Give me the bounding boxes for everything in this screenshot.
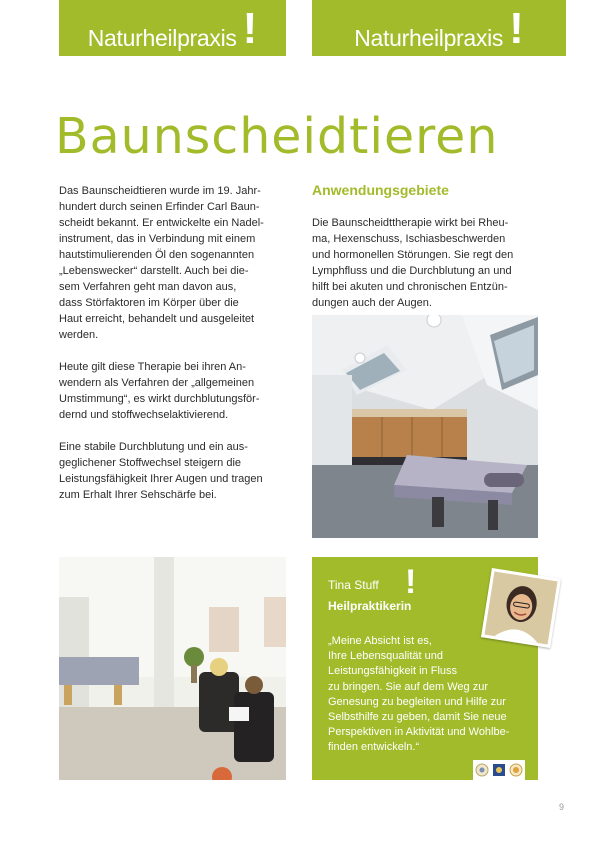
blue-logo-icon xyxy=(492,763,506,777)
text-line: Selbsthilfe zu geben, damit Sie neue xyxy=(328,711,507,724)
practitioner-quote xyxy=(328,634,528,756)
text-line: dass Störfaktoren im Körper über die xyxy=(59,297,239,309)
text-line: hautstimulierenden Öl den sogenannten xyxy=(59,249,255,261)
practitioner-bang: ! xyxy=(405,563,417,601)
text-line: und hormonellen Störungen. Sie regt den xyxy=(312,249,514,261)
text-line: hundert durch seinen Erfinder Carl Baun- xyxy=(59,201,260,213)
text-line: Heute gilt diese Therapie bei ihren An- xyxy=(59,361,246,373)
left-paragraph-3 xyxy=(59,439,294,503)
text-line: dungen auch der Augen. xyxy=(312,297,432,309)
text-line: „Lebenswecker“ darstellt. Auch bei die- xyxy=(59,265,249,277)
header-tab-right xyxy=(312,0,566,56)
text-line: Leistungsfähigkeit Ihrer Augen und tragen xyxy=(59,473,263,485)
text-line: geglichener Stoffwechsel steigern die xyxy=(59,457,242,469)
text-line: Das Baunscheidtieren wurde im 19. Jahr- xyxy=(59,185,261,197)
text-line: Leistungsfähigkeit in Fluss xyxy=(328,665,458,678)
header-label-left: Naturheilpraxis xyxy=(87,24,237,51)
text-line: Genesung zu begleiten und Hilfe zur xyxy=(328,695,506,708)
eye-logo-icon xyxy=(475,763,489,777)
text-line: Ihre Lebensqualität und xyxy=(328,650,443,663)
partner-logos xyxy=(473,760,525,780)
page-title: Baunscheidtieren xyxy=(55,108,499,165)
waiting-room-illustration xyxy=(59,557,286,780)
text-line: sem Verfahren geht man davon aus, xyxy=(59,281,237,293)
sun-logo-icon xyxy=(509,763,523,777)
practitioner-role: Heilpraktikerin xyxy=(328,599,412,613)
text-line: „Meine Absicht ist es, xyxy=(328,635,432,647)
practitioner-portrait xyxy=(481,568,561,648)
waiting-room-photo xyxy=(59,557,286,780)
text-line: dernd und stoffwechselaktivierend. xyxy=(59,409,229,421)
text-line: werden. xyxy=(59,329,99,341)
text-line: Haut erreicht, behandelt und ausgeleitet xyxy=(59,313,255,325)
treatment-room-photo xyxy=(312,315,538,538)
text-line: scheidt bekannt. Er entwickelte ein Nadel- xyxy=(59,217,264,229)
portrait-illustration xyxy=(484,571,557,644)
practitioner-name: Tina Stuff xyxy=(328,578,379,592)
section-heading: Anwendungsgebiete xyxy=(312,182,449,198)
text-line: wendern als Verfahren der „allgemeinen xyxy=(59,377,255,389)
text-line: Die Baunscheidttherapie wirkt bei Rheu- xyxy=(312,217,509,229)
text-line: instrument, das in Verbindung mit einem xyxy=(59,233,256,245)
text-line: ma, Hexenschuss, Ischiasbeschwerden xyxy=(312,233,506,245)
left-paragraph-2 xyxy=(59,359,294,423)
practitioner-box xyxy=(312,557,538,780)
header-bang-right: ! xyxy=(509,4,524,53)
text-line: finden entwickeln.“ xyxy=(328,741,420,754)
right-paragraph xyxy=(312,215,542,311)
page-number: 9 xyxy=(559,802,565,812)
treatment-room-illustration xyxy=(312,315,538,538)
text-line: zum Erhalt Ihrer Sehschärfe bei. xyxy=(59,489,217,501)
text-line: Umstimmung“, es wirkt durchblutungsför- xyxy=(59,393,260,405)
text-line: zu bringen. Sie auf dem Weg zur xyxy=(328,680,488,693)
text-line: Lymphfluss und die Durchblutung an und xyxy=(312,265,512,277)
left-column xyxy=(59,183,294,519)
text-line: Perspektiven in Aktivität und Wohlbe- xyxy=(328,726,510,739)
header-label-right: Naturheilpraxis xyxy=(354,24,504,51)
text-line: Eine stabile Durchblutung und ein aus- xyxy=(59,441,248,453)
text-line: hilft bei akuten und chronischen Entzün- xyxy=(312,281,508,293)
header-tab-left xyxy=(59,0,286,56)
left-paragraph-1 xyxy=(59,183,294,343)
header-bang-left: ! xyxy=(242,4,258,53)
